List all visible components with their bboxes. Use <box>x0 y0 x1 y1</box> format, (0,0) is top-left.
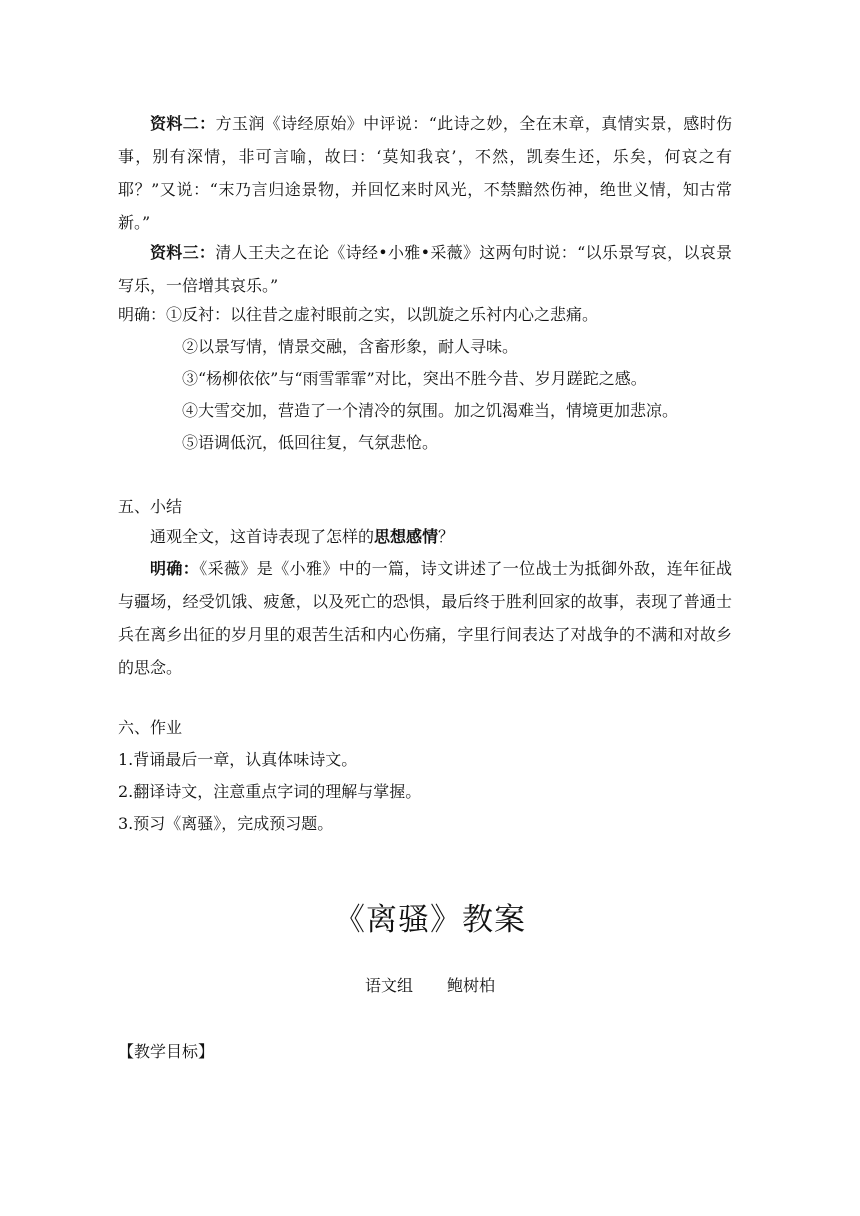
material-three-text: 清人王夫之在论《诗经•小雅•采薇》这两句时说：“以乐景写哀，以哀景写乐，一倍增其哀乐。” <box>118 243 732 295</box>
clarify-item: ⑤语调低沉，低回往复，气氛悲怆。 <box>182 433 439 452</box>
homework-item: 3.预习《离骚》，完成预习题。 <box>118 814 334 833</box>
material-three-label: 资料三： <box>150 243 216 262</box>
question-emphasis: 思想感情 <box>374 527 439 546</box>
homework-item: 1.背诵最后一章，认真体味诗文。 <box>118 750 358 769</box>
clarify-item: ④大雪交加，营造了一个清冷的氛围。加之饥渴难当，情境更加悲凉。 <box>182 401 679 420</box>
teaching-objectives-heading: 【教学目标】 <box>118 1042 215 1061</box>
author-group: 语文组 <box>364 976 413 995</box>
clarify-item: ③“杨柳依依”与“雨雪霏霏”对比，突出不胜今昔、岁月蹉跎之感。 <box>182 369 647 388</box>
lesson-author-line <box>0 969 860 1002</box>
material-three-paragraph <box>118 236 732 302</box>
lesson-title: 《离骚》教案 <box>334 902 526 938</box>
section-five-heading: 五、小结 <box>118 497 183 516</box>
question-text: 通观全文，这首诗表现了怎样的 <box>150 527 375 546</box>
question-mark: ？ <box>438 527 455 546</box>
author-name: 鲍树柏 <box>447 976 496 995</box>
clarify-item: ①反衬：以往昔之虚衬眼前之实，以凯旋之乐衬内心之悲痛。 <box>166 305 599 324</box>
answer-label: 明确： <box>150 559 200 578</box>
homework-item: 2.翻译诗文，注意重点字词的理解与掌握。 <box>118 782 422 801</box>
clarify-line-1 <box>118 298 598 331</box>
clarify-item: ②以景写情，情景交融，含畜形象，耐人寻味。 <box>182 337 519 356</box>
section-six-heading: 六、作业 <box>118 718 183 737</box>
material-two-paragraph <box>118 107 732 239</box>
clarify-label: 明确： <box>118 305 167 324</box>
answer-text: 《采薇》是《小雅》中的一篇，诗文讲述了一位战士为抵御外敌，连年征战与疆场，经受饥饿、疲惫，以及死亡的恐惧，最后终于胜利回家的故事，表现了普通士兵在离乡出征的岁月里的艰苦生活和内心伤痛，字里行间表达了对战争的不满和对故乡的思念。 <box>118 559 732 677</box>
section-five-answer <box>118 552 732 684</box>
section-five-question <box>150 520 454 553</box>
material-two-label: 资料二： <box>150 114 216 133</box>
material-two-text: 方玉润《诗经原始》中评说：“此诗之妙，全在末章，真情实景，感时伤事，别有深情，非可言喻，故曰：‘莫知我哀’，不然，凯奏生还，乐矣，何哀之有耶？”又说：“末乃言归途景物，并回忆来时风光，不禁黯然伤神，绝世义情，知古常新。” <box>118 114 732 232</box>
